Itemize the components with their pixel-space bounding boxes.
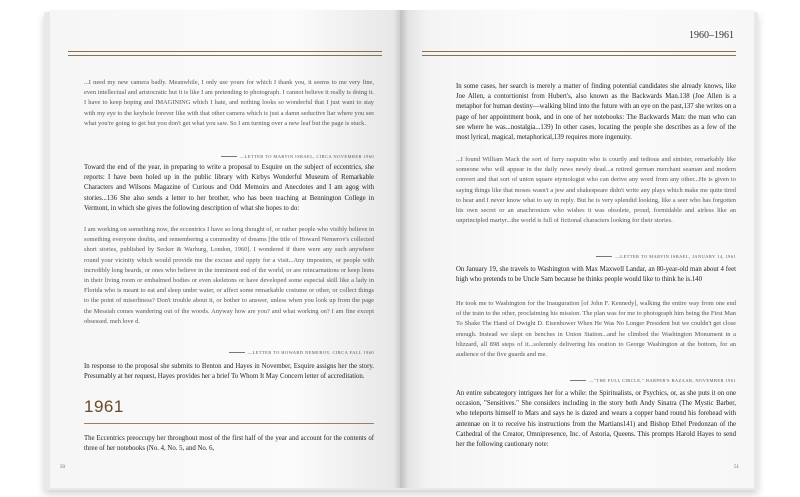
cite-dash-rule xyxy=(221,156,237,157)
body-paragraph: In response to the proposal she submits to Benton and Hayes in November, Esquire assigns her the story. Presumably at her request, Hayes provides her a brief To Whom It May Concern letter of accreditation. xyxy=(84,363,374,381)
left-page xyxy=(50,10,400,488)
quote-inauguration: He took me to Washington for the Inauguration [of John F. Kennedy], walking the entire way from one end of the train to the other, proclaiming his mission. The plan was for me to photograph him being the First Man To Shake The Hand of Dwight D. Eisenhower When He Was No Longer President but we couldn't get close enough. Instead we slept on benches in Union Station...and he climbed the Washington Monument in a blizzard, all 898 steps of it...solemnly delivering his oration to George Washington at the bottom, for an audience of the five guards and me. xyxy=(456,300,736,359)
page-number: 50 xyxy=(60,465,65,470)
citation xyxy=(84,347,374,358)
citation xyxy=(84,151,374,162)
cite-dash-rule xyxy=(596,256,612,257)
quote-eccentrics-letter: I am working on something now, the eccentrics I have so long thought of, or rather people who visibly believe in something everyone doubts, and remembering a commodity of dreams [the title of Howard Nemerov's collected short stories, published by Secker & Warburg, London, 1960]. I wondered if there were any such anywhere round your vicinity which would provide me the excuse and oppty for a visit...Any impostors, or people with incredibly long beards, or ones who believe in the imminent end of the world, or are reincarnations or keep lions in their living room or embalmed bodies or even skeletons or have developed some especial skill like a lady in Florida who is meant to eat and sleep under water, or affect some remarkable costume or other, or collect things to the point of miserliness? Don't trouble about it, or bother to answer, unless when you look up from the page the Messiah comes wandering out of the woods. Anyway how are you? and what working on? I am fine except obsessed. meh love d. xyxy=(84,226,374,325)
running-head: 1960–1961 xyxy=(689,30,734,41)
body-paragraph: The Eccentrics preoccupy her throughout most of the first half of the year and account for the contents of three of her notebooks (No. 4, No. 5, and No. 6, xyxy=(84,435,374,453)
citation-text: —LETTER TO MARVIN ISRAEL, CIRCA NOVEMBER 1960 xyxy=(239,154,374,159)
cite-dash-rule xyxy=(229,352,245,353)
citation-text: —LETTER TO HOWARD NEMEROV, CIRCA FALL 1960 xyxy=(247,350,374,355)
right-page xyxy=(400,10,754,488)
year-heading: 1961 xyxy=(84,397,124,416)
cite-dash-rule xyxy=(570,380,586,381)
year-heading-rule xyxy=(84,423,374,424)
quote-camera-letter: ...I need my new camera badly. Meanwhile, I only use yours for which I thank you, it seems to me very fine, even intellectual and aristocratic but it is like I am pretending to photograph. I cannot believe it really is doing it. I have to keep hoping and IMAGINING which I hate, and nothing looks so wonderful that I just want to stay with my eye to the keyhole forever like with that other camera which is just a damn seductive liar where you see what you're going to get but you don't get what you saw. So I am turning over a new leaf but the page is stuck. xyxy=(84,79,374,127)
top-double-rule xyxy=(422,51,736,56)
citation-text: —LETTER TO MARVIN ISRAEL, JANUARY 14, 1961 xyxy=(615,254,736,259)
body-paragraph: An entire subcategory intrigues her for a while: the Spiritualists, or Psychics, or, as she puts it on one occasion, "Sensitives." She considers including in the story both Andy Sinatra (The Mystic Barber, who teleports himself to Mars and says he is dazed and wears a copper band round his forehead with antennae on it to receive his instructions from the Martians141) and Bishop Ethel Predonzan of the Cathedral of the Creator, Omnipresence, Inc. of Astoria, Queens. This prompts Harold Hayes to send her the following cautionary note: xyxy=(456,390,736,449)
citation xyxy=(456,375,736,386)
book-gutter-shadow xyxy=(394,10,408,488)
top-double-rule xyxy=(68,51,382,56)
citation xyxy=(456,251,736,262)
body-paragraph: In some cases, her search is merely a matter of finding potential candidates she already knows, like Joe Allen, a contortionist from Hubert's, also known as the Backwards Man.138 (Joe Allen is a metaphor for human destiny—walking blind into the future with an eye on the past,137 she writes on a page of her appointment book, and in one of her notebooks: The Backwards Man: the man who can see where he was...nostalgia...139) In other cases, locating the people she describes as a few of the most lyrical, magical, metaphorical,139 requires more ingenuity. xyxy=(456,83,736,142)
quote-william-mack-letter: ...I found William Mack the sort of furry rasputin who is courtly and tedious and sinister, remarkably like someone who will appear in the daily news newly dead...a retired german merchant seaman and modern convert and that sort of union square etymologist who can derive any word from any other...He is given to saying things like that moses wasn't a jew and shakespeare didn't write any plays which make me quite tired to hear and I never know what to say in reply. But he is very splendid looking, like a seer who has forgotten his own secret or an anachronism who wishes it was obsolete, proud, formidable and airless like an unprincipled martyr...the world is full of fictional characters looking for their stories. xyxy=(456,156,736,225)
body-paragraph: Toward the end of the year, in preparing to write a proposal to Esquire on the subject of eccentrics, she reports: I have been holed up in the public library with Kirbys Wonderful Museum of Remarkable Characters and Wilsons Magazine of Curious and Odd Memoirs and Anecdotes and I am agog with stories...136 She also sends a letter to her brother, who has been teaching at Bennington College in Vermont, in which she gives the following description of what she hopes to do: xyxy=(84,164,374,212)
body-paragraph: On January 19, she travels to Washington with Max Maxwell Landar, an 80-year-old man about 4 feet high who pretends to be Uncle Sam because he thinks people would like to think he is.140 xyxy=(456,266,736,284)
page-number: 51 xyxy=(734,465,739,470)
citation-text: —"THE FULL CIRCLE," HARPER'S BAZAAR, NOVEMBER 1961 xyxy=(589,378,736,383)
